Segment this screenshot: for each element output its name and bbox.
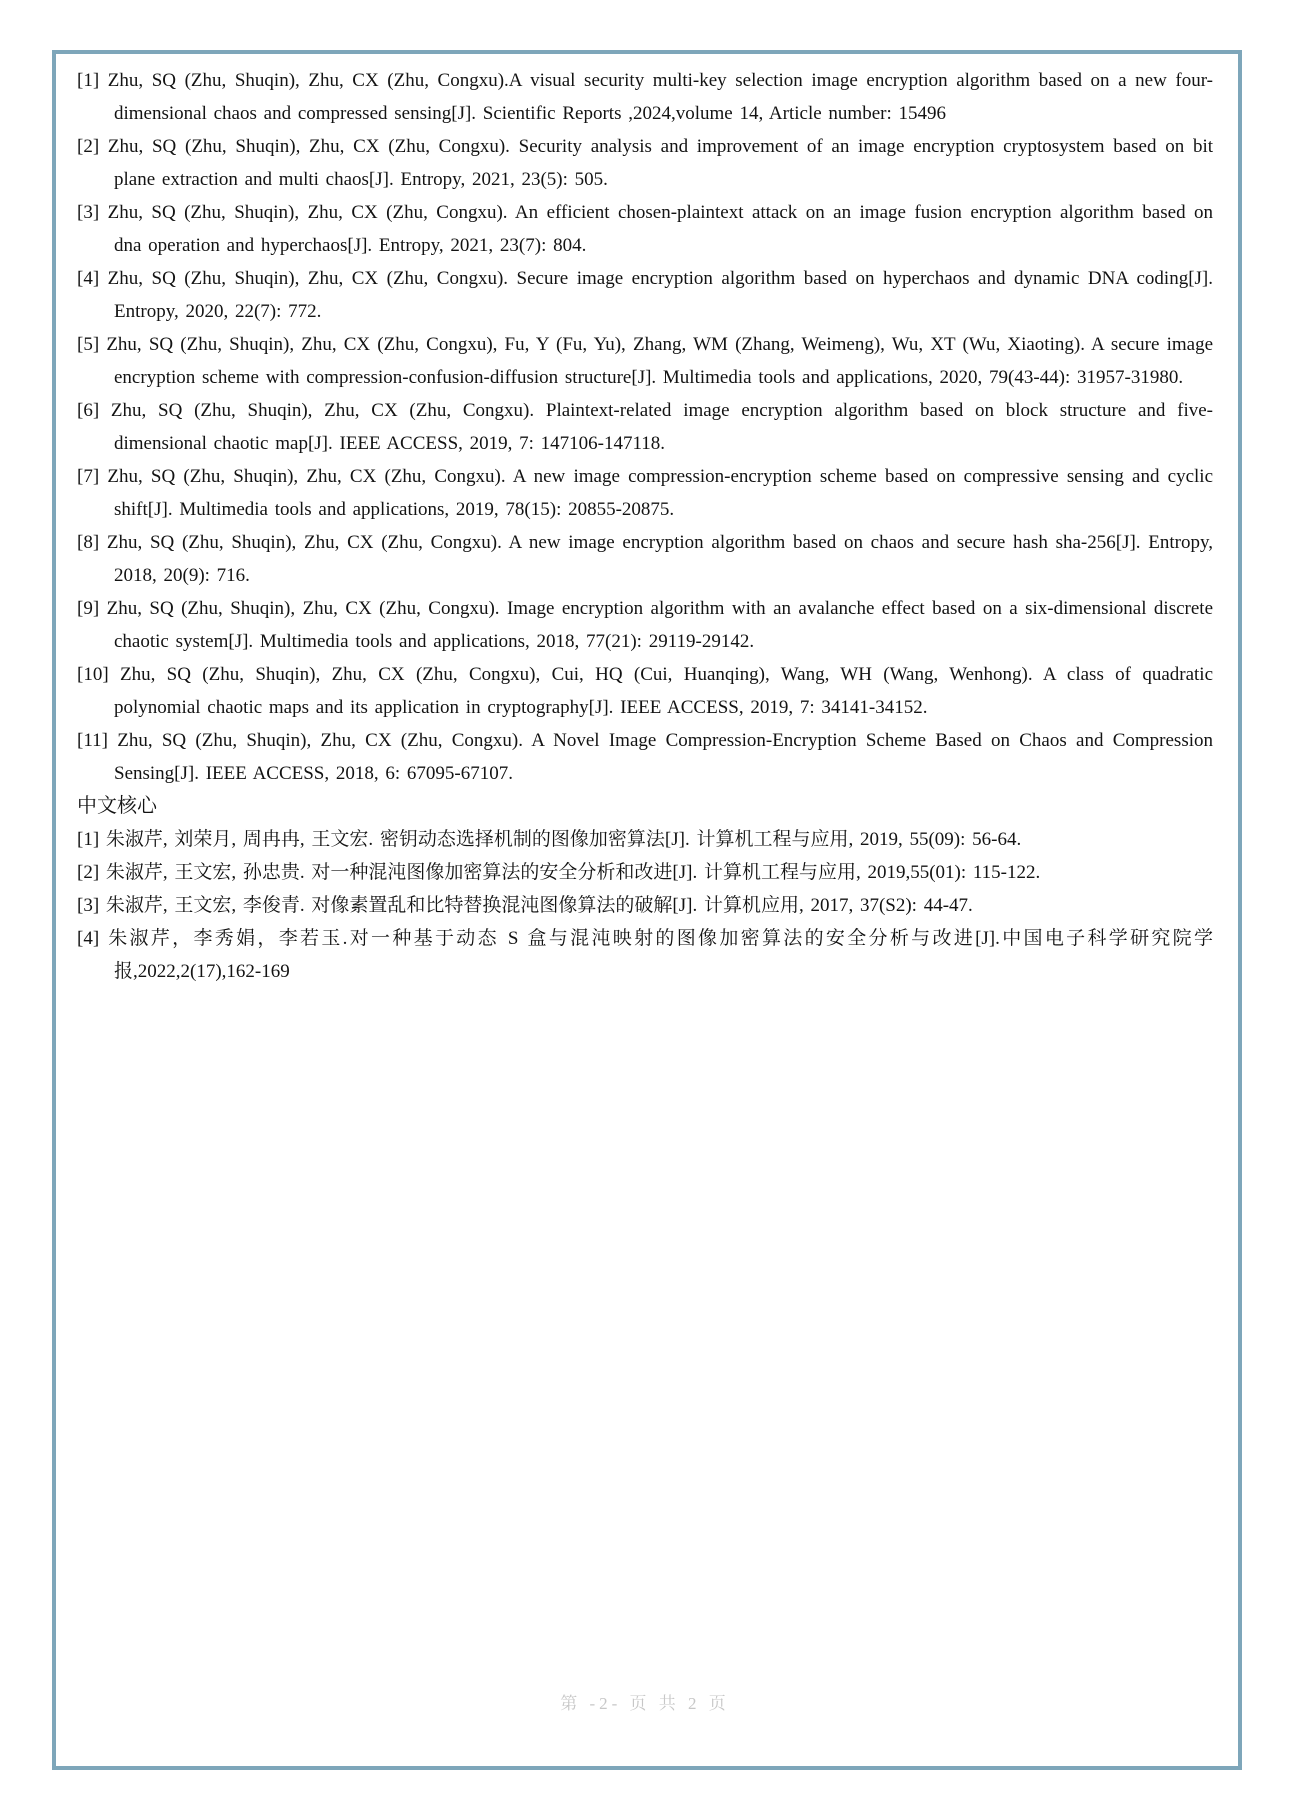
reference-text: Zhu, SQ (Zhu, Shuqin), Zhu, CX (Zhu, Congxu). Plaintext-related image encryption algorithm based on block structure and five-dimensional chaotic map[J]. IEEE ACCESS, 2019, 7: 147106-147118. (110, 400, 1214, 454)
reference-item (77, 328, 1213, 394)
reference-text: Zhu, SQ (Zhu, Shuqin), Zhu, CX (Zhu, Congxu). An efficient chosen-plaintext attack on an image fusion encryption algorithm based on dna operation and hyperchaos[J]. Entropy, 2021, 23(7): 804. (107, 202, 1213, 256)
reference-item (77, 658, 1213, 724)
reference-number: [3] (77, 202, 100, 223)
page-number-footer: 第 -2- 页 共 2 页 (560, 1694, 730, 1713)
reference-text: Zhu, SQ (Zhu, Shuqin), Zhu, CX (Zhu, Congxu), Cui, HQ (Cui, Huanqing), Wang, WH (Wang, Wenhong). A class of quadratic polynomial chaotic maps and its application in cryptography[J]. IEEE ACCESS, 2019, 7: 34141-34152. (114, 664, 1214, 718)
reference-number: [2] (77, 862, 100, 883)
reference-list (77, 64, 1213, 988)
reference-number: [3] (77, 895, 100, 916)
reference-item (77, 130, 1213, 196)
reference-number: [1] (77, 70, 100, 91)
reference-item (77, 460, 1213, 526)
reference-text: Zhu, SQ (Zhu, Shuqin), Zhu, CX (Zhu, Congxu). A new image encryption algorithm based on chaos and secure hash sha-256[J]. Entropy, 2018, 20(9): 716. (106, 532, 1213, 586)
reference-number: [6] (77, 400, 100, 421)
reference-text: Zhu, SQ (Zhu, Shuqin), Zhu, CX (Zhu, Congxu). Security analysis and improvement of an image encryption cryptosystem based on bit plane extraction and multi chaos[J]. Entropy, 2021, 23(5): 505. (107, 136, 1214, 190)
reference-item (77, 64, 1213, 130)
reference-text: Zhu, SQ (Zhu, Shuqin), Zhu, CX (Zhu, Congxu). Image encryption algorithm with an avalanche effect based on a six-dimensional discrete chaotic system[J]. Multimedia tools and applications, 2018, 77(21): 29119-29142. (106, 598, 1213, 652)
reference-number: [9] (77, 598, 100, 619)
reference-number: [5] (77, 334, 100, 355)
reference-item (77, 526, 1213, 592)
reference-item (77, 823, 1213, 856)
reference-text: Zhu, SQ (Zhu, Shuqin), Zhu, CX (Zhu, Congxu). A new image compression-encryption scheme based on compressive sensing and cyclic shift[J]. Multimedia tools and applications, 2019, 78(15): 20855-20875. (107, 466, 1214, 520)
reference-item (77, 592, 1213, 658)
reference-text: Zhu, SQ (Zhu, Shuqin), Zhu, CX (Zhu, Congxu), Fu, Y (Fu, Yu), Zhang, WM (Zhang, Weimeng), Wu, XT (Wu, Xiaoting). A secure image encryption scheme with compression-confusion-diffusion structure[J]. Multimedia tools and applications, 2020, 79(43-44): 31957-31980. (106, 334, 1214, 388)
reference-item (77, 922, 1213, 988)
reference-item (77, 262, 1213, 328)
reference-item (77, 394, 1213, 460)
reference-item (77, 196, 1213, 262)
reference-number: [4] (77, 268, 100, 289)
reference-text: Zhu, SQ (Zhu, Shuqin), Zhu, CX (Zhu, Congxu). A Novel Image Compression-Encryption Scheme Based on Chaos and Compression Sensing[J]. IEEE ACCESS, 2018, 6: 67095-67107. (114, 730, 1213, 784)
reference-text: 朱淑芹, 王文宏, 李俊青. 对像素置乱和比特替换混沌图像算法的破解[J]. 计算机应用, 2017, 37(S2): 44-47. (105, 895, 973, 916)
reference-number: [2] (77, 136, 100, 157)
reference-number: [10] (77, 664, 109, 685)
reference-text: Zhu, SQ (Zhu, Shuqin), Zhu, CX (Zhu, Congxu).A visual security multi-key selection image encryption algorithm based on a new four-dimensional chaos and compressed sensing[J]. Scientific Reports ,2024,volume 14, Article number: 15496 (107, 70, 1213, 124)
reference-text: 朱淑芹, 王文宏, 孙忠贵. 对一种混沌图像加密算法的安全分析和改进[J]. 计算机工程与应用, 2019,55(01): 115-122. (105, 862, 1041, 883)
reference-number: [8] (77, 532, 100, 553)
reference-number: [1] (77, 829, 100, 850)
reference-text: 朱淑芹, 刘荣月, 周冉冉, 王文宏. 密钥动态选择机制的图像加密算法[J]. 计算机工程与应用, 2019, 55(09): 56-64. (105, 829, 1022, 850)
reference-number: [11] (77, 730, 108, 751)
chinese-core-heading: 中文核心 (77, 795, 157, 817)
reference-number: [7] (77, 466, 100, 487)
reference-item (77, 724, 1213, 790)
reference-text: 朱淑芹，李秀娟，李若玉.对一种基于动态 S 盒与混沌映射的图像加密算法的安全分析与改进[J].中国电子科学研究院学报,2022,2(17),162-169 (108, 928, 1213, 982)
reference-item (77, 856, 1213, 889)
reference-number: [4] (77, 928, 100, 949)
reference-item (77, 889, 1213, 922)
reference-text: Zhu, SQ (Zhu, Shuqin), Zhu, CX (Zhu, Congxu). Secure image encryption algorithm based on hyperchaos and dynamic DNA coding[J]. Entropy, 2020, 22(7): 772. (107, 268, 1213, 322)
